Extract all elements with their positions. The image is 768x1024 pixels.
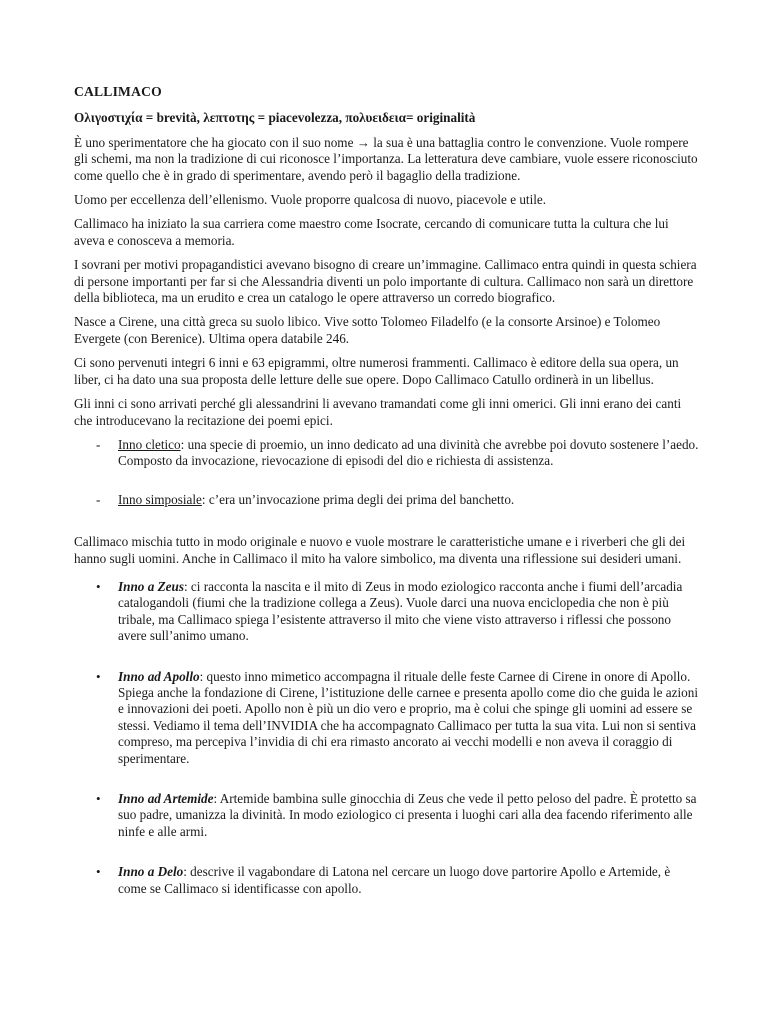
doc-title: CALLIMACO <box>74 84 162 99</box>
list-item <box>74 669 700 767</box>
document-page <box>74 84 700 921</box>
bullet-icon: • <box>96 864 101 880</box>
bullet-icon: • <box>96 791 101 806</box>
list-item-text: : descrive il vagabondare di Latona nel cercare un luogo dove partorire Apollo e Artemide, è come se Callimaco si identificasse con apollo. <box>118 864 671 896</box>
doc-subtitle: Ολιγοστιχία = brevità, λεπτοτης = piacevolezza, πολυειδεια= originalità <box>74 110 476 126</box>
list-item-term: Inno a Delo <box>118 864 184 880</box>
paragraph-1: È uno sperimentatore che ha giocato con il suo nome → la sua è una battaglia contro le convenzione. Vuole rompere gli schemi, ma non la tradizione di cui riconosce l’importanza. La letteratura deve cambiare, vuole essere riconosciuto come quello che è in grado di sperimentare, avendo però il bagaglio della tradizione. <box>74 134 698 183</box>
list-item-text: : questo inno mimetico accompagna il rituale delle feste Carnee di Cirene in onore di Apollo. Spiega anche la fondazione di Cirene, l’istituzione delle carnee e presenta apollo come dio che guida le azioni e innovazioni dei poeti. Apollo non è più un dio vero e proprio, ma è colui che spinge gli uomini ad essere se stessi. Vediamo il tema dell’INVIDIA che ha accompagnato Callimaco per tutta la sua vita. Lui non si sentiva compreso, ma percepiva l’invidia di chi era rimasto ancorato ai vecchi modelli e non aveva il coraggio di sperimentare. <box>118 668 699 766</box>
list-item <box>74 579 700 645</box>
list-item-term: Inno cletico <box>118 436 181 452</box>
list-item-text: : Artemide bambina sulle ginocchia di Zeus che vede il petto peloso del padre. È protetto sa suo padre, umanizza la divinità. In modo eziologico ci presenta i luoghi cari alla dea facendo riferimento alle ninfe e alle armi. <box>118 791 697 839</box>
list-item <box>74 492 700 508</box>
list-item-term: Inno ad Apollo <box>118 668 200 684</box>
hymns-list <box>74 579 700 897</box>
paragraph-7: Gli inni ci sono arrivati perché gli alessandrini li avevano tramandati come gli inni omerici. Gli inni erano dei canti che introducevano la recitazione dei poemi epici. <box>74 396 682 428</box>
dash-marker: - <box>96 436 101 452</box>
bullet-icon: • <box>96 578 101 594</box>
paragraph-6: Ci sono pervenuti integri 6 inni e 63 epigrammi, oltre numerosi frammenti. Callimaco è editore della sua opera, un liber, ci ha dato una sua proposta delle letture delle sue opere. Dopo Callimaco Catullo ordinerà in un libellus. <box>74 355 679 387</box>
paragraph-3: Callimaco ha iniziato la sua carriera come maestro come Isocrate, cercando di comunicare tutta la cultura che lui aveva e conosceva a memoria. <box>74 216 669 248</box>
list-item-text: : c’era un’invocazione prima degli dei prima del banchetto. <box>201 491 515 507</box>
bullet-icon: • <box>96 668 101 684</box>
paragraph-4: I sovrani per motivi propagandistici avevano bisogno di creare un’immagine. Callimaco entra quindi in questa schiera di persone importanti per far si che Alessandria diventi un polo importante di cultura. Callimaco non sarà un direttore della biblioteca, ma un erudito e crea un catalogo le opere attraverso un corredo biografico. <box>74 257 697 306</box>
list-item <box>74 864 700 897</box>
list-item-text: : ci racconta la nascita e il mito di Zeus in modo eziologico racconta anche i fiumi dell’arcadia catalogandoli (fiumi che la tradizione collega a Zeus). Vuole darci una nuova enciclopedia che non è più tribale, ma Callimaco spiega l’esistente attraverso il mito che viene visto attraverso i riflessi che possono avere sull’animo umano. <box>118 578 683 644</box>
paragraph-5: Nasce a Cirene, una città greca su suolo libico. Vive sotto Tolomeo Filadelfo (e la consorte Arsinoe) e Tolomeo Evergete (con Berenice). Ultima opera databile 246. <box>74 314 661 346</box>
paragraph-8: Callimaco mischia tutto in modo originale e nuovo e vuole mostrare le caratteristiche umane e i riverberi che gli dei hanno sugli uomini. Anche in Callimaco il mito ha valore simbolico, ma diventa una riflessione sui desideri umani. <box>74 534 686 566</box>
list-item-term: Inno simposiale <box>118 491 202 507</box>
list-item-term: Inno ad Artemide <box>118 791 214 806</box>
list-item <box>74 791 700 840</box>
list-item-text: : una specie di proemio, un inno dedicato ad una divinità che avrebbe poi dovuto sostenere l’aedo. Composto da invocazione, rievocazione di episodi del dio e richiesta di assistenza. <box>118 436 699 469</box>
dash-marker: - <box>96 491 101 507</box>
hymn-types-list <box>74 437 700 508</box>
list-item <box>74 437 700 470</box>
list-item-term: Inno a Zeus <box>118 578 184 594</box>
paragraph-2: Uomo per eccellenza dell’ellenismo. Vuole proporre qualcosa di nuovo, piacevole e utile. <box>74 192 547 208</box>
